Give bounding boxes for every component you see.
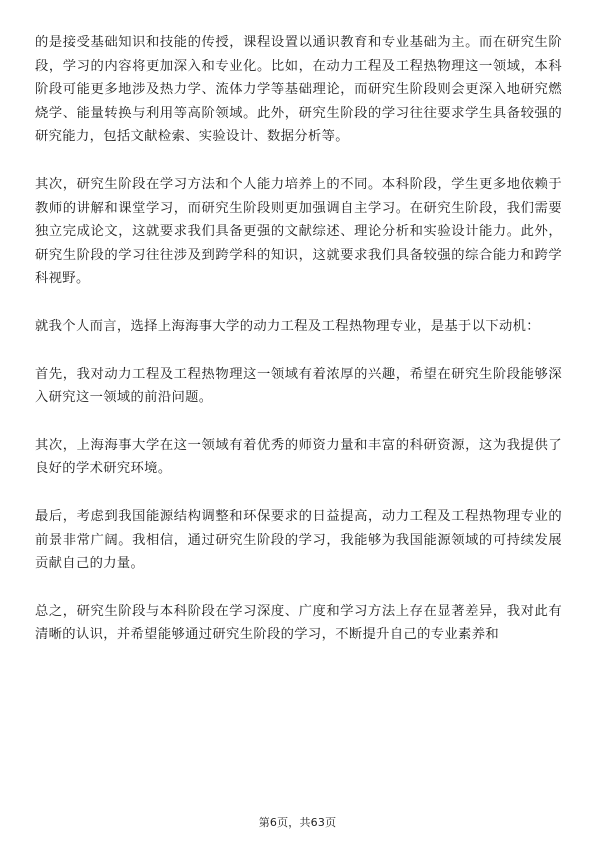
paragraph-4: 首先，我对动力工程及工程热物理这一领域有着浓厚的兴趣，希望在研究生阶段能够深入研究这一领域的前沿问题。 xyxy=(35,366,562,406)
paragraph-5: 其次，上海海事大学在这一领域有着优秀的师资力量和丰富的科研资源，这为我提供了良好的学术研究环境。 xyxy=(35,437,562,477)
paragraph-2: 其次，研究生阶段在学习方法和个人能力培养上的不同。本科阶段，学生更多地依赖于教师的讲解和课堂学习，而研究生阶段则更加强调自主学习。在研究生阶段，我们需要独立完成论文，这就要求我们具备更强的文献综述、理论分析和实验设计能力。此外，研究生阶段的学习往往涉及到跨学科的知识，这就要求我们具备较强的综合能力和跨学科视野。 xyxy=(35,176,562,287)
document-body xyxy=(35,31,562,647)
paragraph-1: 的是接受基础知识和技能的传授，课程设置以通识教育和专业基础为主。而在研究生阶段，学习的内容将更加深入和专业化。比如，在动力工程及工程热物理这一领域，本科阶段可能更多地涉及热力学、流体力学等基础理论，而研究生阶段则会更深入地研究燃烧学、能量转换与利用等高阶领域。此外，研究生阶段的学习往往要求学生具备较强的研究能力，包括文献检索、实验设计、数据分析等。 xyxy=(35,35,562,145)
page-number: 第6页，共63页 xyxy=(258,816,337,829)
paragraph-7: 总之，研究生阶段与本科阶段在学习深度、广度和学习方法上存在显著差异，我对此有清晰的认识，并希望能够通过研究生阶段的学习，不断提升自己的专业素养和 xyxy=(35,603,562,643)
paragraph-6: 最后，考虑到我国能源结构调整和环保要求的日益提高，动力工程及工程热物理专业的前景非常广阔。我相信，通过研究生阶段的学习，我能够为我国能源领域的可持续发展贡献自己的力量。 xyxy=(35,508,562,572)
paragraph-3: 就我个人而言，选择上海海事大学的动力工程及工程热物理专业，是基于以下动机： xyxy=(35,318,540,334)
